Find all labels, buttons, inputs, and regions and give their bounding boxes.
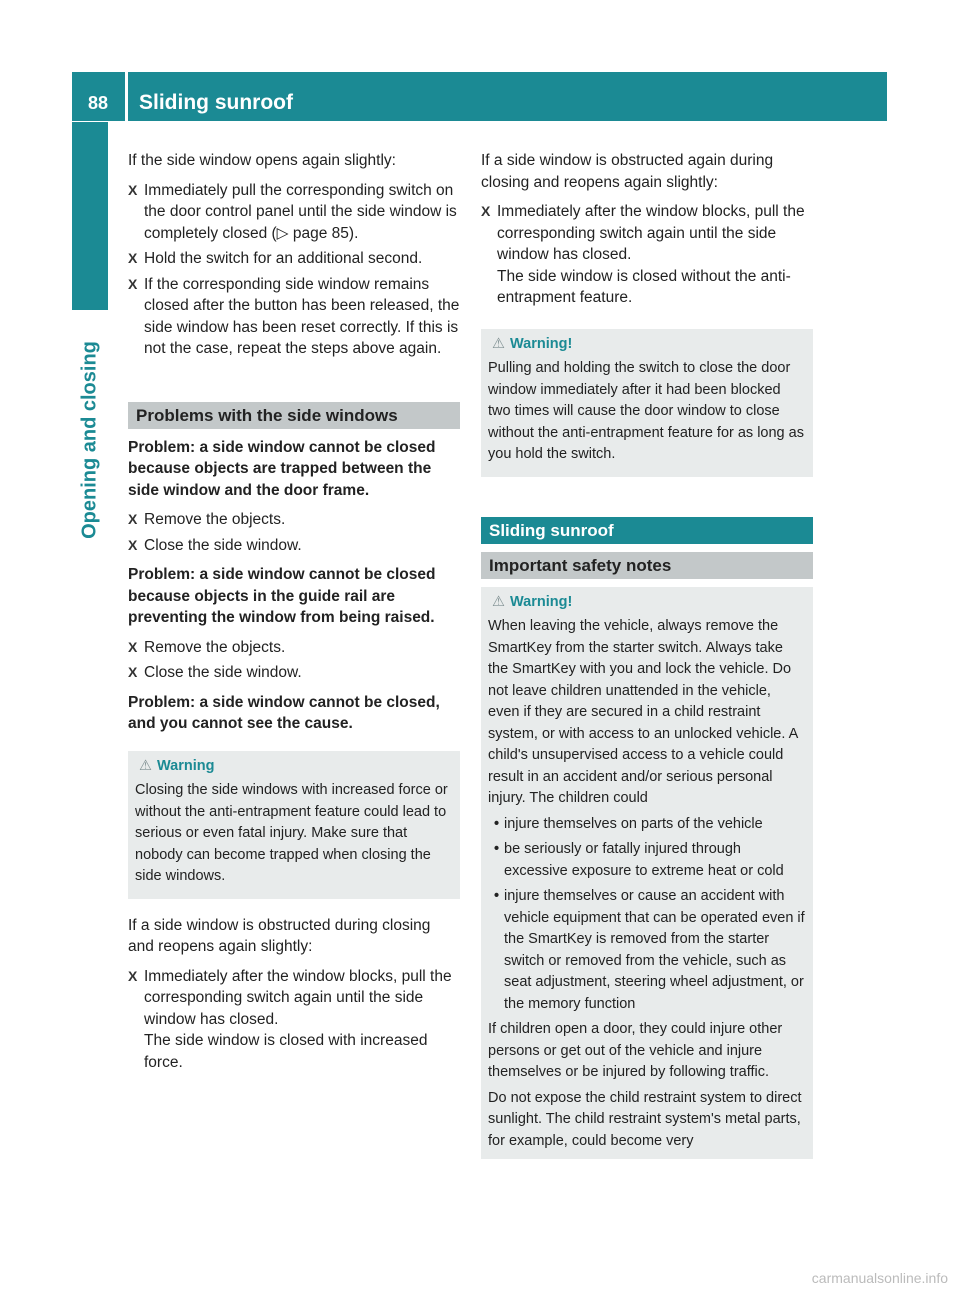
problem-heading: Problem: a side window cannot be closed because objects are trapped between the side window and the door frame. <box>128 438 436 499</box>
arrow-icon: X <box>128 181 138 198</box>
arrow-icon: X <box>128 638 138 655</box>
arrow-icon: X <box>128 275 138 292</box>
warning-triangle-icon: ⚠ <box>492 593 505 610</box>
problem-heading: Problem: a side window cannot be closed because objects in the guide rail are preventing the window from being raised. <box>128 566 436 626</box>
warning-box <box>128 751 460 899</box>
bullet-icon: • <box>494 815 500 832</box>
bullet-icon: • <box>494 841 500 857</box>
problem-heading: Problem: a side window cannot be closed, and you cannot see the cause. <box>128 693 440 732</box>
page-number: 88 <box>87 93 109 113</box>
bullet-icon: • <box>494 888 500 904</box>
section-heading-sliding-sunroof: Sliding sunroof <box>481 517 813 544</box>
warning-title: Warning! <box>510 593 573 610</box>
list-item: • injure themselves on parts of the vehicle <box>488 814 806 836</box>
warning-triangle-icon: ⚠ <box>139 757 152 774</box>
page-title: Sliding sunroof <box>139 91 293 114</box>
arrow-icon: X <box>128 511 138 527</box>
page-header <box>72 72 887 121</box>
warning-text: Closing the side windows with increased force or without the anti-entrapment feature could lead to serious or even fatal injury. Make sure that nobody can become trapped when closing the side windows. <box>135 782 448 884</box>
warning-text: Do not expose the child restraint system to direct sunlight. The child restraint system's metal parts, for example, could become very <box>488 1089 802 1149</box>
warning-text: Pulling and holding the switch to close the door window immediately after it had been blocked two times will cause the door window to close without the anti-entrapment feature for as long as you hold the switch. <box>488 360 804 462</box>
warning-triangle-icon: ⚠ <box>492 335 505 352</box>
left-column <box>128 150 460 1077</box>
intro-paragraph: If the side window opens again slightly: <box>128 152 396 169</box>
paragraph: If a side window is obstructed again during closing and reopens again slightly: <box>481 152 774 191</box>
side-tab <box>72 122 108 310</box>
arrow-icon: X <box>128 664 138 680</box>
right-column <box>481 150 813 1159</box>
watermark: carmanualsonline.info <box>811 1270 948 1286</box>
header-divider <box>125 72 128 121</box>
list-item: • injure themselves or cause an accident with vehicle equipment that can be operated even if the SmartKey is removed from the starter switch or removed from the vehicle, such as seat adjustment, steering wheel adjustment, or the memory function <box>494 888 805 1012</box>
step-item: X Remove the objects. <box>128 509 460 531</box>
step-item: X Hold the switch for an additional second. <box>128 248 460 270</box>
section-heading-problems: Problems with the side windows <box>128 402 460 429</box>
arrow-icon: X <box>128 536 138 553</box>
step-item: X Immediately after the window blocks, pull the corresponding switch again until the side window has closed. The side window is closed without the anti-entrapment feature. <box>481 203 805 306</box>
step-item: X Immediately after the window blocks, pull the corresponding switch again until the side window has closed. The side window is closed with increased force. <box>128 967 452 1071</box>
step-item: X Remove the objects. <box>128 637 460 659</box>
warning-text: If children open a door, they could injure other persons or get out of the vehicle and injure themselves or be injured by following traffic. <box>488 1021 783 1080</box>
warning-box <box>481 587 813 1160</box>
warning-title: Warning! <box>510 335 573 352</box>
step-item: X Close the side window. <box>128 535 460 557</box>
side-label-text: Opening and closing <box>78 341 101 539</box>
warning-text: When leaving the vehicle, always remove the SmartKey from the starter switch. Always take the SmartKey with you and lock the vehicle. Do not leave children unattended in the vehicle, even if they are secured in a child restraint system, or with access to an unlocked vehicle. A child's unsupervised access to a vehicle could result in an accident and/or serious personal injury. The children could <box>488 618 798 806</box>
side-label <box>72 330 108 550</box>
warning-title: Warning <box>157 757 215 774</box>
paragraph: If a side window is obstructed during closing and reopens again slightly: <box>128 916 431 955</box>
step-item: X If the corresponding side window remains closed after the button has been released, the side window has been reset correctly. If this is not the case, repeat the steps above again. <box>128 275 460 357</box>
step-item: X Close the side window. <box>128 662 460 684</box>
warning-box <box>481 329 813 477</box>
arrow-icon: X <box>128 250 138 266</box>
step-item: X Immediately pull the corresponding switch on the door control panel until the side window is completely closed (▷ page 85). <box>128 181 457 242</box>
subsection-heading-safety: Important safety notes <box>481 552 813 579</box>
list-item: • be seriously or fatally injured through excessive exposure to extreme heat or cold <box>494 841 784 879</box>
arrow-icon: X <box>481 203 491 219</box>
arrow-icon: X <box>128 967 138 984</box>
